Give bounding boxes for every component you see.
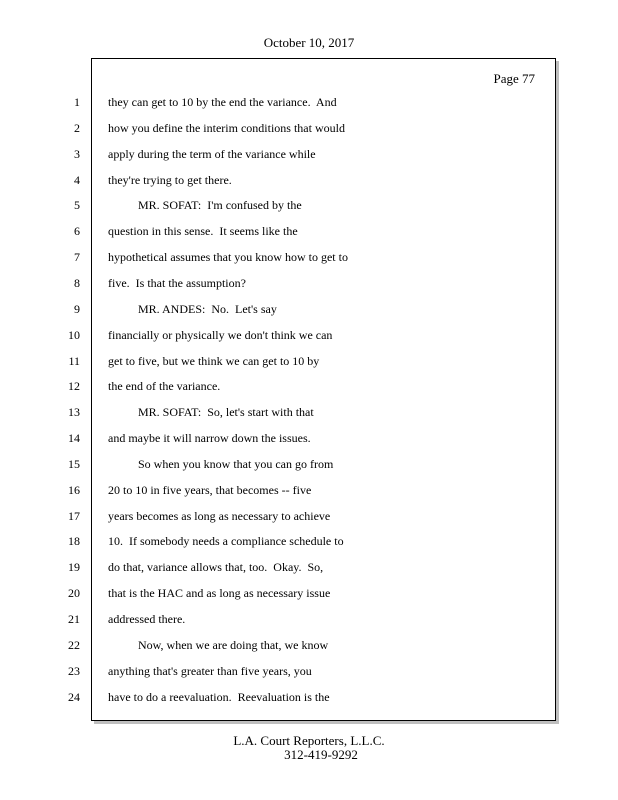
transcript-line: financially or physically we don't think we can (108, 328, 333, 342)
line-number: 5 (74, 198, 80, 212)
line-number: 12 (68, 379, 80, 393)
line-number: 16 (68, 483, 80, 497)
page-number: Page 77 (493, 71, 535, 86)
transcript-line: addressed there. (108, 612, 186, 626)
transcript-line: five. Is that the assumption? (108, 276, 246, 290)
line-number: 9 (74, 302, 80, 316)
line-number: 6 (74, 224, 80, 238)
transcript-line: they're trying to get there. (108, 173, 232, 187)
transcript-line: MR. SOFAT: I'm confused by the (108, 198, 302, 212)
line-number: 3 (74, 147, 80, 161)
transcript-line: the end of the variance. (108, 379, 221, 393)
line-number: 10 (68, 328, 80, 342)
transcript-line: apply during the term of the variance while (108, 147, 316, 161)
line-number: 24 (68, 690, 80, 704)
transcript-line: anything that's greater than five years, you (108, 664, 312, 678)
transcript-line: MR. ANDES: No. Let's say (108, 302, 277, 316)
line-number: 1 (74, 95, 80, 109)
transcript-line: So when you know that you can go from (108, 457, 334, 471)
transcript-line: have to do a reevaluation. Reevaluation is the (108, 690, 330, 704)
line-number: 8 (74, 276, 80, 290)
line-number: 17 (68, 509, 80, 523)
transcript-line: 20 to 10 in five years, that becomes -- five (108, 483, 312, 497)
transcript-line: and maybe it will narrow down the issues. (108, 431, 311, 445)
court-reporter-phone: 312-419-9292 (284, 747, 358, 762)
transcript-line: they can get to 10 by the end the variance. And (108, 95, 337, 109)
transcript-date: October 10, 2017 (263, 35, 355, 50)
line-number: 14 (68, 431, 80, 445)
transcript-line: 10. If somebody needs a compliance schedule to (108, 534, 344, 548)
transcript-line: Now, when we are doing that, we know (108, 638, 329, 652)
transcript-line: do that, variance allows that, too. Okay. So, (108, 560, 324, 574)
line-number: 23 (68, 664, 80, 678)
transcript-line: that is the HAC and as long as necessary issue (108, 586, 331, 600)
transcript-line: MR. SOFAT: So, let's start with that (108, 405, 314, 419)
court-reporter-name: L.A. Court Reporters, L.L.C. (233, 733, 385, 748)
line-number: 15 (68, 457, 80, 471)
line-number: 4 (74, 173, 80, 187)
line-number: 2 (74, 121, 80, 135)
transcript-line: hypothetical assumes that you know how to get to (108, 250, 348, 264)
transcript-line: how you define the interim conditions that would (108, 121, 345, 135)
line-number: 18 (68, 534, 80, 548)
line-number: 22 (68, 638, 80, 652)
transcript-line: get to five, but we think we can get to 10 by (108, 354, 320, 368)
line-number: 13 (68, 405, 80, 419)
line-number: 7 (74, 250, 80, 264)
line-number: 11 (68, 354, 80, 368)
line-number: 20 (68, 586, 80, 600)
line-number: 19 (68, 560, 80, 574)
transcript-line: question in this sense. It seems like the (108, 224, 298, 238)
transcript-line: years becomes as long as necessary to achieve (108, 509, 331, 523)
line-number: 21 (68, 612, 80, 626)
